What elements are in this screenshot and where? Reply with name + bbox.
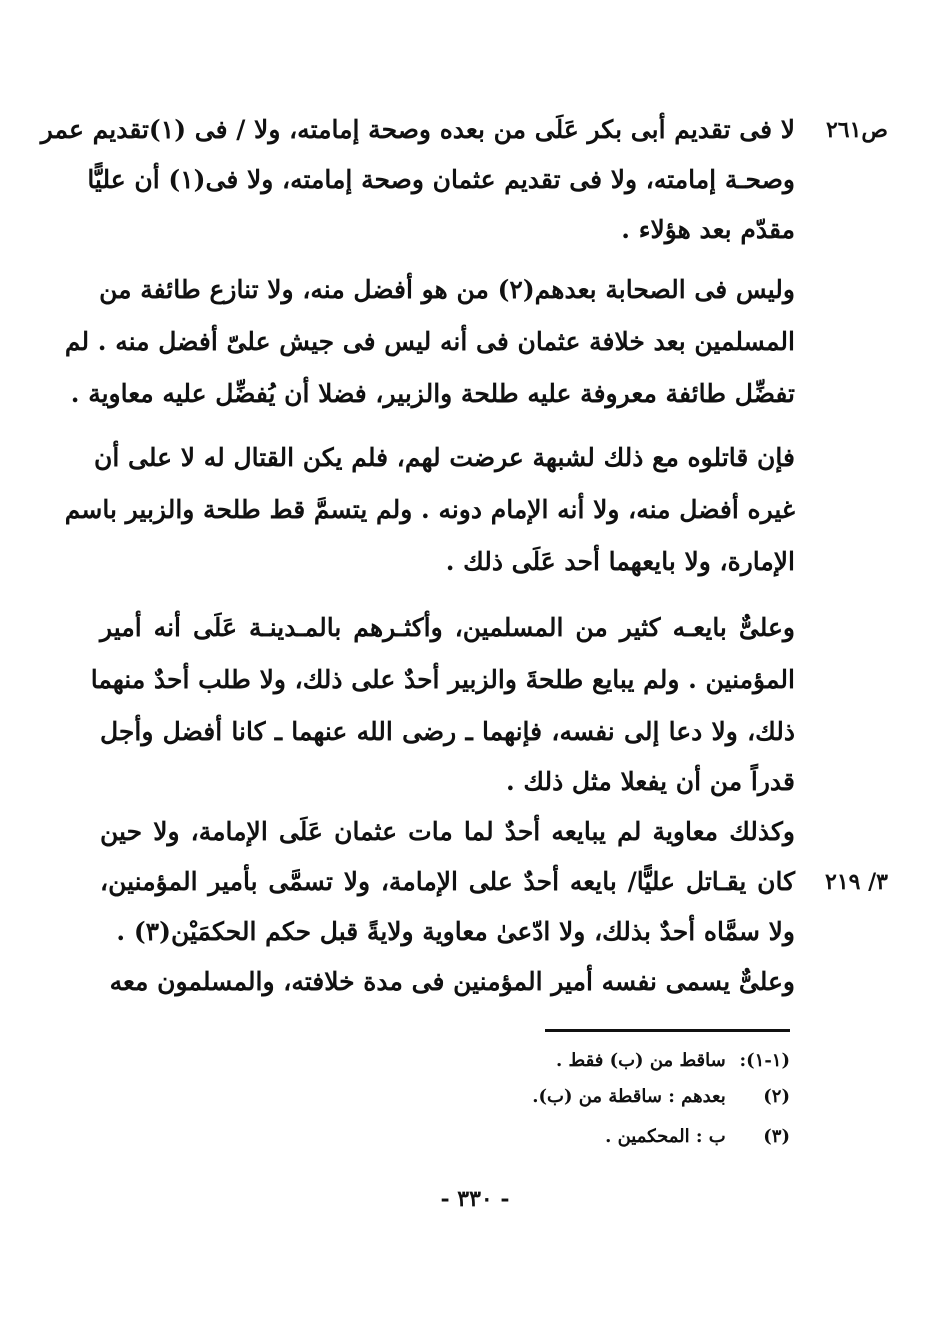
- body-line: قدراً من أن يفعلا مثل ذلك .: [505, 767, 795, 796]
- page-number: - ٣٣٠ -: [440, 1186, 510, 1212]
- body-line: وعلىٌّ يسمى نفسه أمير المؤمنين فى مدة خلافته، والمسلمون معه: [109, 967, 795, 996]
- footnote-number: (٣): [763, 1126, 790, 1147]
- body-line: فإن قاتلوه مع ذلك لشبهة عرضت لهم، فلم يكن القتال له لا على أن: [94, 443, 795, 472]
- body-line: ذلك، ولا دعا إلى نفسه، فإنهما ـ رضى الله عنهما ـ كانا أفضل وأجل: [100, 717, 795, 746]
- body-line: تفضِّل طائفة معروفة عليه طلحة والزبير، فضلا أن يُفضِّل عليه معاوية .: [70, 379, 795, 408]
- body-line: المسلمين بعد خلافة عثمان فى أنه ليس فى جيش علىّ أفضل منه . لم: [64, 327, 795, 356]
- footnote-number: (١-١):: [739, 1050, 790, 1071]
- footnote: [532, 1084, 790, 1110]
- body-line: وليس فى الصحابة بعدهم(٢) من هو أفضل منه، ولا تنازع طائفة من: [99, 275, 795, 304]
- body-line: مقدّم بعد هؤلاء .: [621, 215, 795, 244]
- body-line: وكذلك معاوية لم يبايعه أحدٌ لما مات عثمان عَلَى الإمامة، ولا حين: [100, 817, 795, 846]
- footnote-number: (٢): [763, 1086, 790, 1107]
- footnote: [605, 1124, 790, 1150]
- body-line: غيره أفضل منه، ولا أنه الإمام دونه . ولم يتسمَّ قط طلحة والزبير باسم: [64, 495, 795, 524]
- body-line: لا فى تقديم أبى بكر عَلَى من بعده وصحة إمامته، ولا / فى (١)تقديم عمر: [40, 115, 795, 144]
- footnote-text: بعدهم : ساقطة من (ب).: [532, 1086, 726, 1107]
- footnote-text: ساقط من (ب) فقط .: [556, 1050, 726, 1071]
- footnote-divider: [545, 1029, 790, 1032]
- body-line: كان يقـاتل عليًّا/ بايعه أحدٌ على الإمامة، ولا تسمَّى بأمير المؤمنين،: [100, 867, 795, 896]
- body-line: وصحـة إمامته، ولا فى تقديم عثمان وصحة إمامته، ولا فى(١) أن عليًّا: [87, 165, 795, 194]
- footnote: [556, 1048, 790, 1074]
- body-line: وعلىٌّ بايعـه كثير من المسلمين، وأكثـرهم بالمـدينـة عَلَى أنه أمير: [100, 613, 795, 642]
- footnote-text: ب : المحكمين .: [605, 1126, 726, 1147]
- body-line: ولا سمَّاه أحدٌ بذلك، ولا ادّعىٰ معاوية ولايةً قبل حكم الحكمَيْن(٣) .: [116, 917, 795, 946]
- body-line: المؤمنين . ولم يبايع طلحةَ والزبير أحدٌ على ذلك، ولا طلب أحدٌ منهما: [90, 665, 795, 694]
- margin-page-ref: ص٢٦١: [825, 117, 888, 143]
- margin-page-ref: ٣/ ٢١٩: [825, 869, 888, 895]
- body-line: الإمارة، ولا بايعهما أحد عَلَى ذلك .: [445, 547, 795, 576]
